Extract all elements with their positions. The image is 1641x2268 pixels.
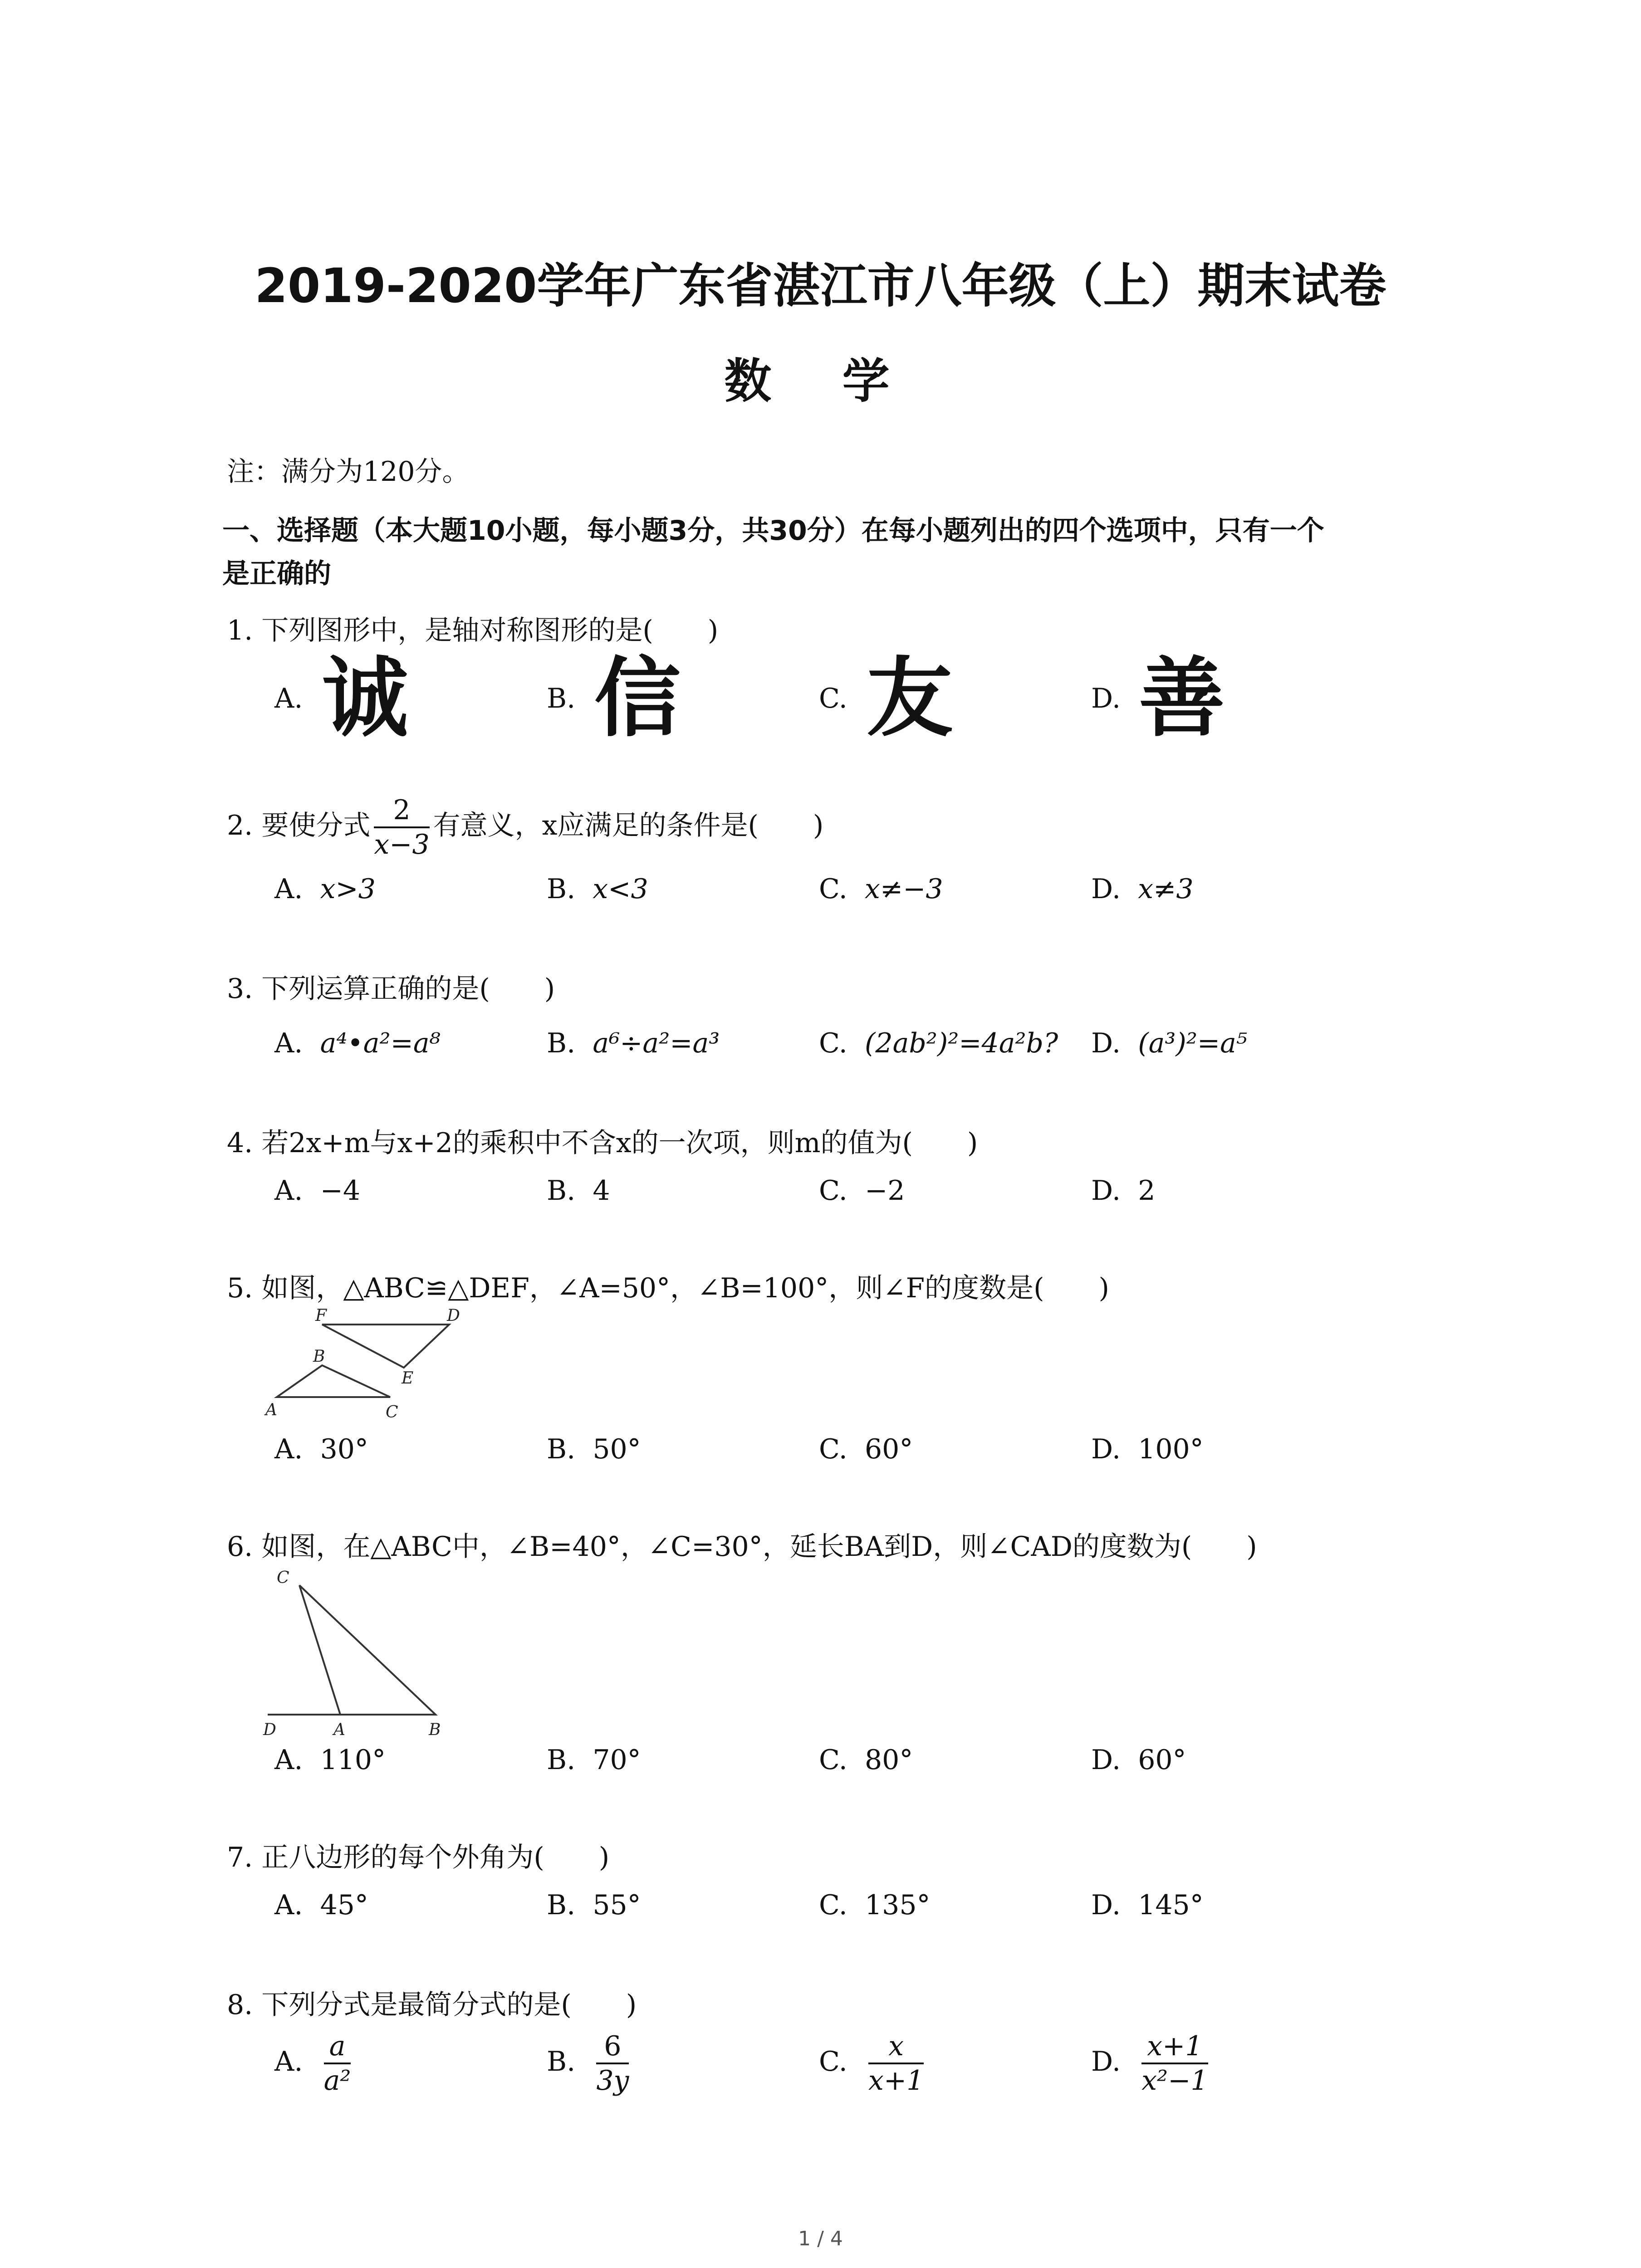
question-5-stem: 5. 如图，△ABC≌△DEF，∠A=50°，∠B=100°，则∠F的度数是( ) [227,1272,1109,1304]
question-8-stem: 8. 下列分式是最简分式的是( ) [227,1989,637,2021]
q2-fraction [374,794,429,861]
question-6-stem: 6. 如图，在△ABC中，∠B=40°，∠C=30°，延长BA到D，则∠CAD的度数为( ) [227,1531,1257,1563]
label-d: D [447,1306,460,1325]
question-7-stem: 7. 正八边形的每个外角为( ) [227,1842,610,1873]
q1-option-d-label: D. [1091,683,1121,714]
q8-option-a: A. $\frac{a}{\text{a²}}$ [274,2030,351,2097]
q4-option-b: B. 4 [547,1175,610,1207]
q2-option-c: C. x≠−3 [819,873,943,905]
section-heading-line1: 一、选择题（本大题10小题，每小题3分，共30分）在每小题列出的四个选项中，只有一个 [222,515,1324,547]
q1-option-b-label: B. [547,683,576,714]
q2-fraction-denominator: x−3 [374,829,430,861]
q4-option-c: C. −2 [819,1175,905,1207]
q5-option-a: A. 30° [274,1433,368,1465]
label-b: B [313,1347,325,1366]
subject-title: 数 学 [724,353,917,409]
q2-fraction-numerator: 2 [374,794,429,828]
q1-option-a-label: A. [274,683,303,714]
q4-option-a: A. −4 [274,1175,361,1207]
triangle-fde [322,1325,449,1368]
q7-option-d: D. 145° [1091,1889,1204,1921]
section-heading-line2: 是正确的 [222,558,331,590]
q6-option-b: B. 70° [547,1744,641,1776]
q2-stem-pre: 2. 要使分式 [227,810,371,841]
q3-option-c: C. (2ab²)²=4a²b? [819,1027,1058,1059]
q7-option-c: C. 135° [819,1889,931,1921]
page-number: 1 / 4 [798,2227,843,2250]
q5-option-b: B. 50° [547,1433,641,1465]
q5-option-d: D. 100° [1091,1433,1204,1465]
q2-option-d: D. x≠3 [1091,873,1194,905]
question-1-stem: 1. 下列图形中，是轴对称图形的是( ) [227,615,719,646]
q1-option-b-char: 信 [594,648,681,748]
q2-option-a: A. x>3 [274,873,376,905]
question-3-stem: 3. 下列运算正确的是( ) [227,973,555,1005]
label-a: A [333,1721,345,1737]
triangle-cab [299,1585,436,1715]
q4-option-d: D. 2 [1091,1175,1156,1207]
score-note: 注：满分为120分。 [227,456,470,488]
question-4-stem: 4. 若2x+m与x+2的乘积中不含x的一次项，则m的值为( ) [227,1127,978,1159]
q3-option-b: B. a⁶÷a²=a³ [547,1027,720,1059]
q1-option-d-char: 善 [1139,648,1225,748]
q7-option-a: A. 45° [274,1889,368,1921]
label-a: A [265,1401,277,1419]
label-f: F [315,1306,327,1325]
q5-triangles-figure [254,1306,472,1424]
q5-option-c: C. 60° [819,1433,913,1465]
exam-title: 2019-2020学年广东省湛江市八年级（上）期末试卷 [255,258,1386,313]
question-2-stem [227,789,823,862]
q7-option-b: B. 55° [547,1889,641,1921]
label-c: C [386,1403,398,1422]
q2-stem-post: 有意义，x应满足的条件是( ) [433,810,824,841]
label-e: E [402,1369,414,1388]
q6-triangle-figure [254,1565,463,1737]
q6-option-d: D. 60° [1091,1744,1186,1776]
q8-option-b: B. $\frac{6}{3y}$ [547,2030,629,2097]
triangle-abc [277,1365,390,1397]
q6-option-c: C. 80° [819,1744,913,1776]
q2-option-b: B. x<3 [547,873,648,905]
q1-option-a-char: 诚 [322,648,409,748]
label-c: C [277,1569,289,1587]
q3-option-d: D. (a³)²=a⁵ [1091,1027,1247,1059]
q8-option-c: C. $\frac{x}{x+1}$ [819,2030,924,2097]
label-b: B [429,1721,441,1737]
q3-option-a: A. a⁴•a²=a⁸ [274,1027,441,1059]
q1-option-c-label: C. [819,683,847,714]
q1-option-c-char: 友 [867,648,953,748]
q6-option-a: A. 110° [274,1744,386,1776]
q8-option-d: D. $\frac{x+1}{\text{x²−1}}$ [1091,2030,1208,2097]
label-d: D [263,1721,276,1737]
